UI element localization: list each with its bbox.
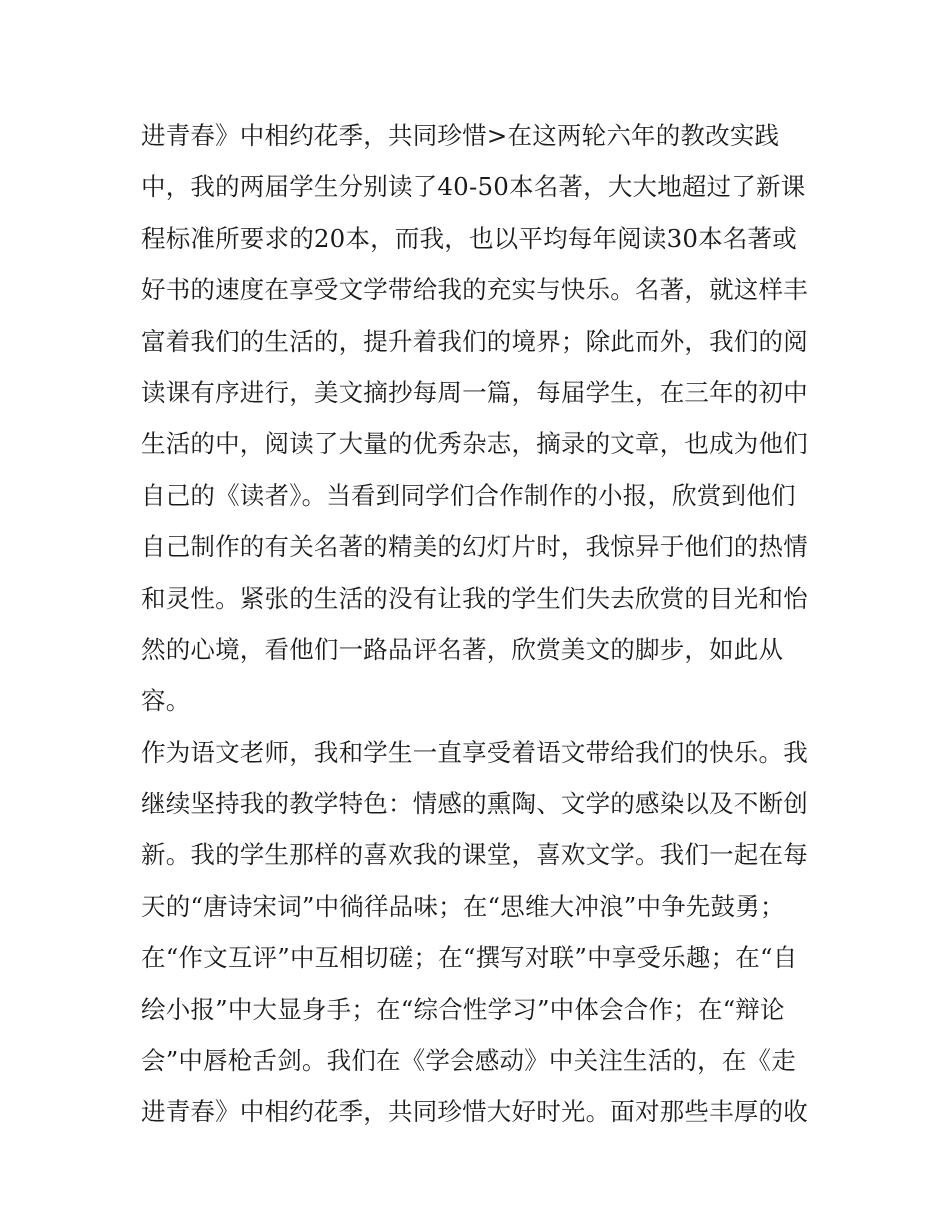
text-line: 新。我的学生那样的喜欢我的课堂，喜欢文学。我们一起在每: [141, 840, 808, 870]
text-line: 会”中唇枪舌剑。我们在《学会感动》中关注生活的，在《走: [141, 1046, 796, 1076]
text-line: 容。: [141, 686, 191, 716]
text-line: 中，我的两届学生分别读了40-50本名著，大大地超过了新课: [141, 172, 806, 202]
text-line: 富着我们的生活的，提升着我们的境界；除此而外，我们的阅: [141, 326, 808, 356]
text-line: 作为语文老师，我和学生一直享受着语文带给我们的快乐。我: [141, 737, 808, 767]
text-line: 进青春》中相约花季，共同珍惜>在这两轮六年的教改实践: [141, 121, 780, 150]
text-line: 天的“唐诗宋词”中徜徉品味；在“思维大冲浪”中争先鼓勇；: [141, 891, 785, 921]
text-line: 自己的《读者》。当看到同学们合作制作的小报，欣赏到他们: [141, 480, 796, 510]
text-line: 进青春》中相约花季，共同珍惜大好时光。面对那些丰厚的收: [141, 1097, 808, 1127]
text-line: 自己制作的有关名著的精美的幻灯片时，我惊异于他们的热情: [141, 532, 808, 562]
text-line: 和灵性。紧张的生活的没有让我的学生们失去欣赏的目光和怡: [141, 583, 808, 613]
text-line: 继续坚持我的教学特色：情感的熏陶、文学的感染以及不断创: [141, 789, 808, 819]
body-text: [141, 110, 821, 1138]
text-line: 程标准所要求的20本，而我，也以平均每年阅读30本名著或: [141, 223, 797, 253]
text-line: 在“作文互评”中互相切磋；在“撰写对联”中享受乐趣；在“自: [141, 943, 798, 973]
text-line: 好书的速度在享受文学带给我的充实与快乐。名著，就这样丰: [141, 275, 808, 305]
text-line: 生活的中，阅读了大量的优秀杂志，摘录的文章，也成为他们: [141, 429, 808, 459]
text-line: 然的心境，看他们一路品评名著，欣赏美文的脚步，如此从: [141, 634, 784, 664]
text-line: 绘小报”中大显身手；在“综合性学习”中体会合作；在“辩论: [141, 994, 785, 1024]
text-line: 读课有序进行，美文摘抄每周一篇，每届学生，在三年的初中: [141, 377, 808, 407]
